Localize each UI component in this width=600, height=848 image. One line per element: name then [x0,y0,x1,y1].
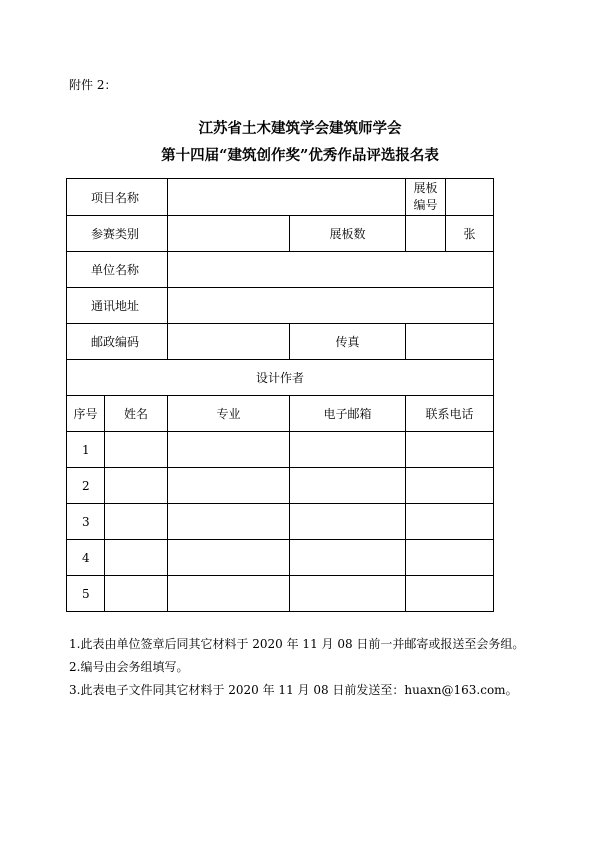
name-cell[interactable] [105,432,168,468]
project-name-field[interactable] [168,179,406,216]
name-cell[interactable] [105,468,168,504]
address-label: 通讯地址 [67,288,168,324]
email-cell[interactable] [290,576,406,612]
table-row [67,504,494,540]
row-number: 2 [67,468,105,504]
col-header-phone: 联系电话 [406,396,494,432]
major-cell[interactable] [168,504,290,540]
col-header-email: 电子邮箱 [290,396,406,432]
name-cell[interactable] [105,504,168,540]
email-cell[interactable] [290,540,406,576]
name-cell[interactable] [105,576,168,612]
col-header-name: 姓名 [105,396,168,432]
note-2: 2.编号由会务组填写。 [69,660,189,674]
project-name-label: 项目名称 [67,179,168,216]
phone-cell[interactable] [406,504,494,540]
postcode-field[interactable] [168,324,290,360]
attachment-label: 附件 2： [69,78,117,92]
row-number: 4 [67,540,105,576]
designers-section-label: 设计作者 [67,360,494,396]
phone-cell[interactable] [406,576,494,612]
phone-cell[interactable] [406,432,494,468]
table-row [67,540,494,576]
org-name-label: 单位名称 [67,252,168,288]
title-line-1: 江苏省土木建筑学会建筑师学会 [198,120,402,137]
row-number: 5 [67,576,105,612]
phone-cell[interactable] [406,468,494,504]
row-org-name [67,252,494,288]
row-postcode [67,324,494,360]
major-cell[interactable] [168,576,290,612]
org-name-field[interactable] [168,252,494,288]
note-1: 1.此表由单位签章后同其它材料于 2020 年 11 月 08 日前一并邮寄或报送至会务组。 [69,637,525,651]
row-category [67,216,494,252]
row-number: 3 [67,504,105,540]
major-cell[interactable] [168,468,290,504]
email-cell[interactable] [290,468,406,504]
major-cell[interactable] [168,540,290,576]
row-column-headers [67,396,494,432]
note-3: 3.此表电子文件同其它材料于 2020 年 11 月 08 日前发送至：huaxn@163.com。 [69,683,518,697]
fax-label: 传真 [290,324,406,360]
board-number-label [406,179,446,216]
email-cell[interactable] [290,504,406,540]
board-number-label-line2: 编号 [413,198,438,212]
board-number-field[interactable] [446,179,494,216]
fax-field[interactable] [406,324,494,360]
notes-section [69,633,524,702]
title-line-2: 第十四届“建筑创作奖”优秀作品评选报名表 [161,147,439,164]
postcode-label: 邮政编码 [67,324,168,360]
unit-zhang-label: 张 [446,216,494,252]
row-number: 1 [67,432,105,468]
col-header-major: 专业 [168,396,290,432]
registration-form-table [66,178,494,612]
board-number-label-line1: 展板 [413,181,438,195]
board-count-label: 展板数 [290,216,406,252]
category-field[interactable] [168,216,290,252]
category-label: 参赛类别 [67,216,168,252]
address-field[interactable] [168,288,494,324]
email-cell[interactable] [290,432,406,468]
table-row [67,468,494,504]
row-designers-header [67,360,494,396]
board-count-field[interactable] [406,216,446,252]
table-row [67,432,494,468]
major-cell[interactable] [168,432,290,468]
row-address [67,288,494,324]
col-header-seq: 序号 [67,396,105,432]
phone-cell[interactable] [406,540,494,576]
name-cell[interactable] [105,540,168,576]
row-project-name [67,179,494,216]
table-row [67,576,494,612]
